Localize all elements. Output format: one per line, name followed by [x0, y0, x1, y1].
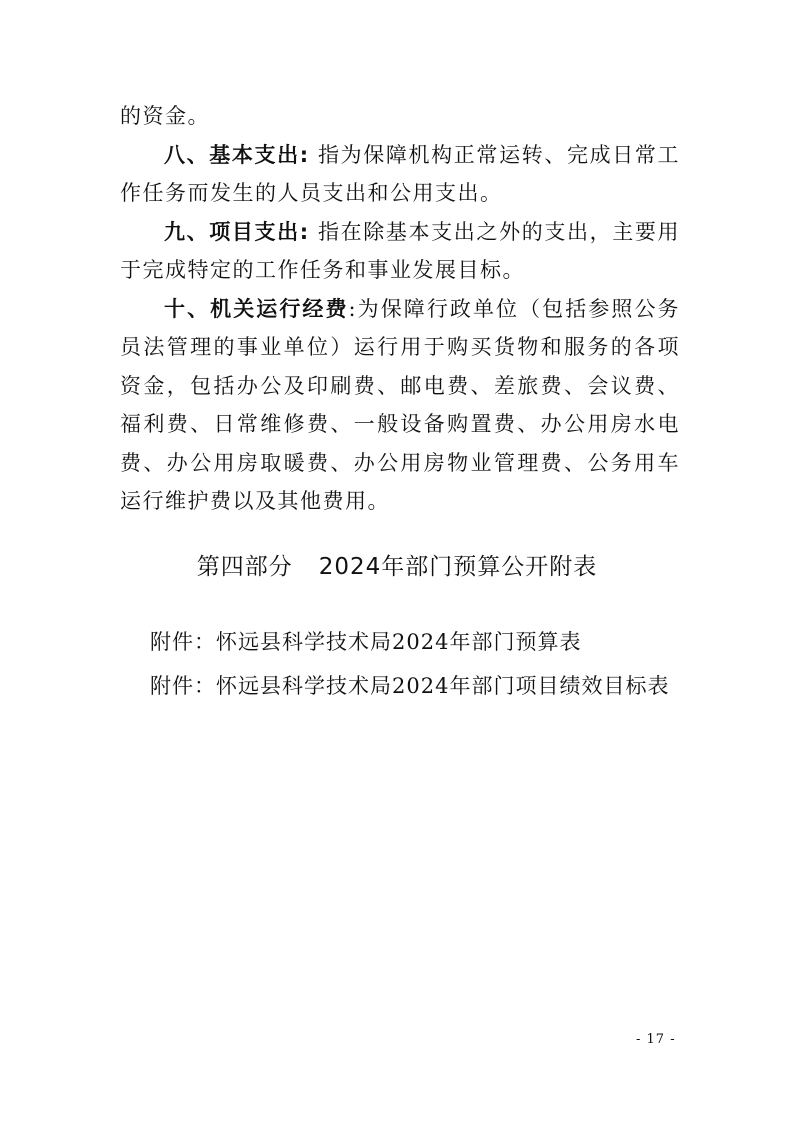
definition-operating-funds — [120, 290, 680, 521]
attachment-item: 附件：怀远县科学技术局2024年部门项目绩效目标表 — [150, 674, 670, 698]
attachment-list — [150, 620, 669, 708]
definition-text: :为保障行政单位（包括参照公务员法管理的事业单位）运行用于购买货物和服务的各项资金，包括办公及印刷费、邮电费、差旅费、会议费、福利费、日常维修费、一般设备购置费、办公用房水电费、办公用房取暖费、办公用房物业管理费、公务用车运行维护费以及其他费用。 — [120, 296, 681, 513]
definition-text: 指为保障机构正常运转、完成日常工作任务而发生的人员支出和公用支出。 — [120, 142, 680, 205]
definition-text: 指在除基本支出之外的支出，主要用于完成特定的工作任务和事业发展目标。 — [120, 219, 680, 282]
definition-basic-expenditure — [120, 136, 680, 213]
section-part: 第四部分 — [196, 554, 293, 580]
definition-label: 九、项目支出: — [164, 219, 310, 244]
definition-label: 八、基本支出: — [164, 142, 310, 167]
page-number: - 17 - — [636, 1032, 676, 1047]
section-heading: 2024年部门预算公开附表 — [318, 554, 598, 580]
attachment-item: 附件：怀远县科学技术局2024年部门预算表 — [150, 630, 582, 654]
definition-label: 十、机关运行经费 — [164, 296, 349, 321]
section-title — [0, 548, 794, 581]
continuation-paragraph: 的资金。 — [120, 104, 210, 128]
body-text — [120, 97, 680, 521]
definition-project-expenditure — [120, 213, 680, 290]
